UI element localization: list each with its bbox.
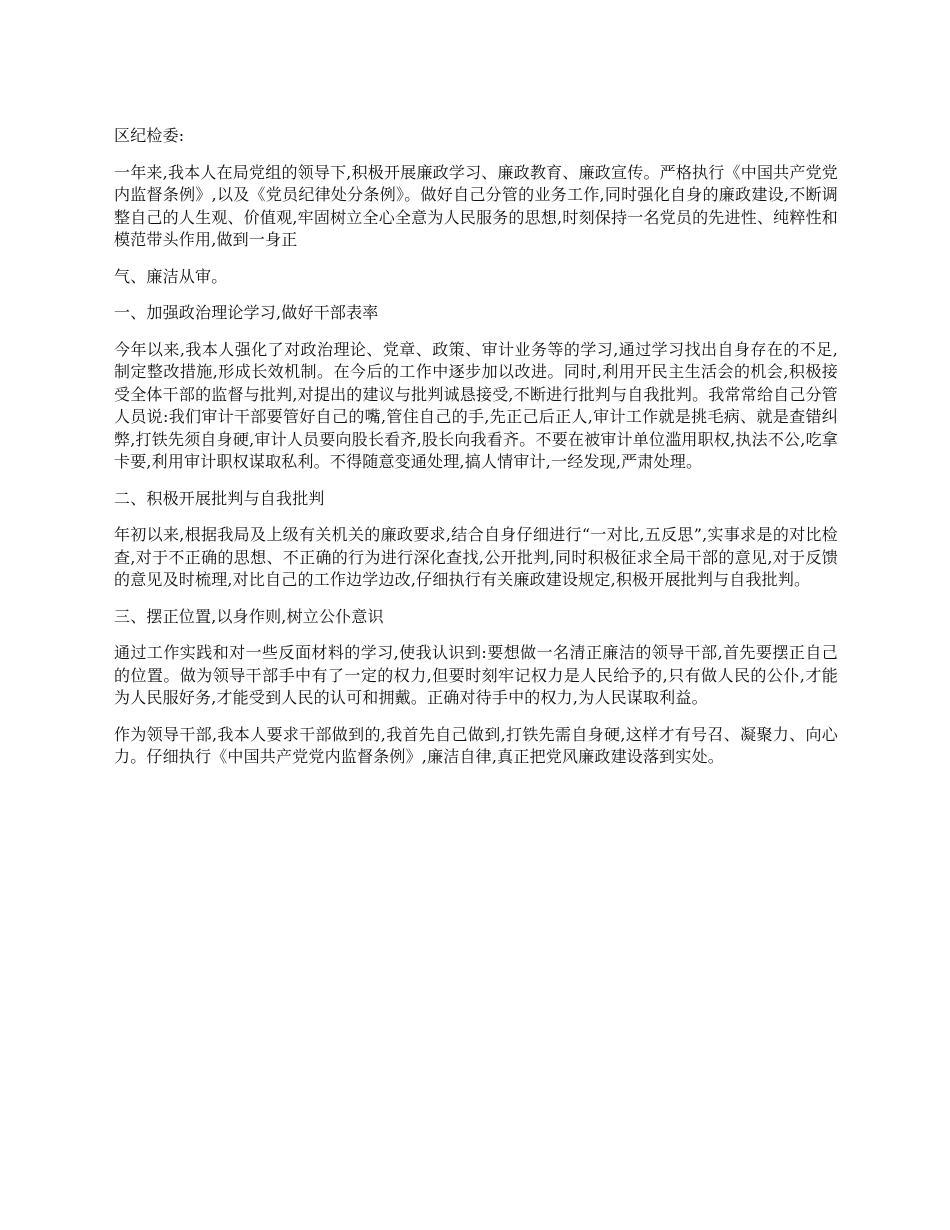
intro-paragraph: 一年来,我本人在局党组的领导下,积极开展廉政学习、廉政教育、廉政宣传。严格执行《中国共产党党内监督条例》,以及《党员纪律处分条例》。做好自己分管的业务工作,同时强化自身的廉政建设,不断调整自己的人生观、价值观,牢固树立全心全意为人民服务的思想,时刻保持一名党员的先进性、纯粹性和模范带头作用,做到一身正 <box>114 162 838 249</box>
document-body <box>114 125 838 783</box>
section-2-body: 年初以来,根据我局及上级有关机关的廉政要求,结合自身仔细进行“一对比,五反思”,实事求是的对比检查,对于不正确的思想、不正确的行为进行深化查找,公开批判,同时积极征求全局干部的意见,对于反馈的意见及时梳理,对比自己的工作边学边改,仔细执行有关廉政建设规定,积极开展批判与自我批判。 <box>114 525 838 589</box>
section-1-heading: 一、加强政治理论学习,做好干部表率 <box>114 303 379 322</box>
section-3-body-1: 通过工作实践和对一些反面材料的学习,使我认识到:要想做一名清正廉洁的领导干部,首先要摆正自己的位置。做为领导干部手中有了一定的权力,但要时刻牢记权力是人民给予的,只有做人民的公仆,才能为人民服好务,才能受到人民的认可和拥戴。正确对待手中的权力,为人民谋取利益。 <box>114 643 838 707</box>
section-1-body: 今年以来,我本人强化了对政治理论、党章、政策、审计业务等的学习,通过学习找出自身存在的不足,制定整改措施,形成长效机制。在今后的工作中逐步加以改进。同时,利用开民主生活会的机会,积极接受全体干部的监督与批判,对提出的建议与批判诚恳接受,不断进行批判与自我批判。我常常给自己分管人员说:我们审计干部要管好自己的嘴,管住自己的手,先正己后正人,审计工作就是挑毛病、就是查错纠弊,打铁先须自身硬,审计人员要向股长看齐,股长向我看齐。不要在被审计单位滥用职权,执法不公,吃拿卡要,利用审计职权谋取私利。不得随意变通处理,搞人情审计,一经发现,严肃处理。 <box>114 339 838 471</box>
intro-paragraph-continued: 气、廉洁从审。 <box>114 266 228 286</box>
section-3-body-2: 作为领导干部,我本人要求干部做到的,我首先自己做到,打铁先需自身硬,这样才有号召、凝聚力、向心力。仔细执行《中国共产党党内监督条例》,廉洁自律,真正把党风廉政建设落到实处。 <box>114 724 838 766</box>
salutation: 区纪检委: <box>114 126 185 145</box>
section-3-heading: 三、摆正位置,以身作则,树立公仆意识 <box>114 606 384 626</box>
section-2-heading: 二、积极开展批判与自我批判 <box>114 488 325 508</box>
